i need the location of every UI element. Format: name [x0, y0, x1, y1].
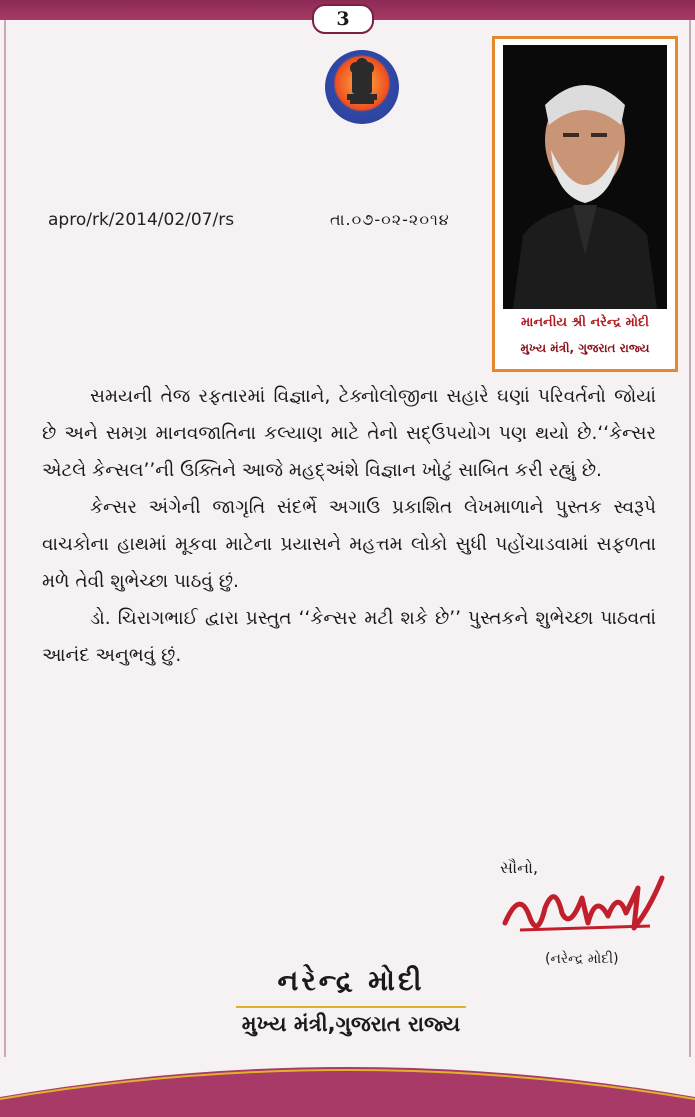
left-border [4, 20, 6, 1057]
reference-number: apro/rk/2014/02/07/rs [48, 210, 235, 230]
right-border [689, 20, 691, 1057]
closing-salutation: સૌનો, [500, 858, 539, 877]
bottom-decoration [0, 1047, 695, 1117]
signatory-name: નરેન્દ્ર મોદી [277, 964, 425, 997]
name-underline [236, 1006, 466, 1008]
paragraph-1: સમયની તેજ રફતારમાં વિજ્ઞાને, ટેક્નોલોજીના સહારે ઘણાં પરિવર્તનો જોયાં છે અને સમગ્ર માનવજાતિના કલ્યાણ માટે તેનો સદ્ઉપયોગ પણ થયો છે.‘‘કેન્સર એટલે કેન્સલ’’ની ઉક્તિને આજે મહદ્અંશે વિજ્ઞાન ખોટું સાબિત કરી રહ્યું છે. [42, 386, 656, 481]
page-number: 3 [312, 4, 374, 34]
portrait-caption-name: માનનીય શ્રી નરેન્દ્ર મોદી [520, 315, 649, 330]
portrait-photo [503, 45, 667, 309]
signature-name: (નરેન્દ્ર મોદી) [545, 951, 619, 967]
paragraph-2: કેન્સર અંગેની જાગૃતિ સંદર્ભે અગાઉ પ્રકાશિત લેખમાળાને પુસ્તક સ્વરૂપે વાચકોના હાથમાં મૂકવા માટેના પ્રયાસને મહત્તમ લોકો સુધી પહોંચાડવામાં સફળતા મળે તેવી શુભેચ્છા પાઠવું છું. [42, 497, 656, 592]
state-emblem-icon [325, 50, 399, 124]
handwritten-signature [500, 868, 670, 952]
paragraph-3: ડો. ચિરાગભાઈ દ્વારા પ્રસ્તુત ‘‘કેન્સર મટી શકે છે’’ પુસ્તકને શુભેચ્છા પાઠવતાં આનંદ અનુભવું છું. [42, 608, 656, 666]
letter-date: તા.૦૭-૦૨-૨૦૧૪ [330, 210, 450, 229]
letter-body [42, 378, 656, 674]
portrait-caption-title: મુખ્ય મંત્રી, ગુજરાત રાજ્ય [520, 341, 650, 355]
signatory-title: મુખ્ય મંત્રી,ગુજરાત રાજ્ય [241, 1012, 461, 1036]
portrait-frame [492, 36, 678, 372]
